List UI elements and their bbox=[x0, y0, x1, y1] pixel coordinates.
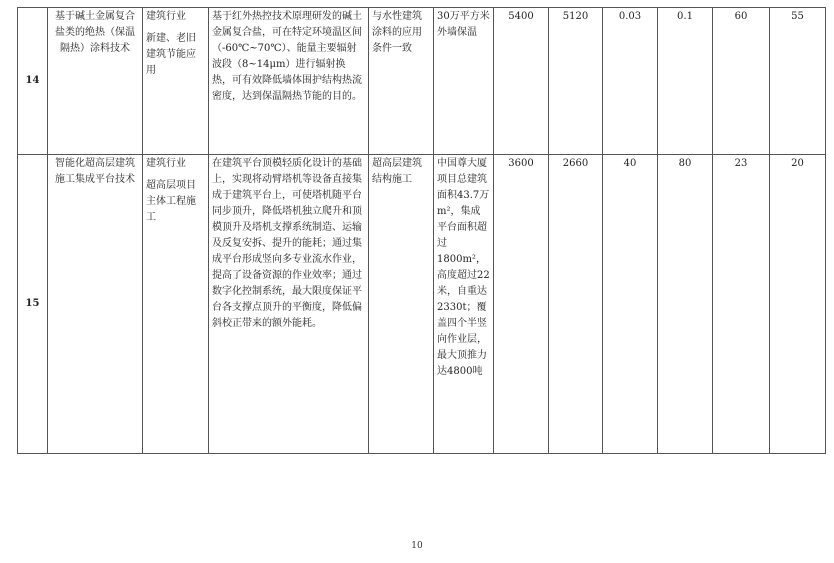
value-cell-6: 55 bbox=[770, 8, 826, 155]
application-condition: 超高层建筑结构施工 bbox=[369, 155, 434, 454]
typical-project-scale: 30万平方米外墙保温 bbox=[434, 8, 494, 155]
industry-text: 建筑行业 bbox=[146, 11, 186, 22]
industry-cell bbox=[143, 155, 209, 454]
value-cell-3: 40 bbox=[603, 155, 658, 454]
row-number: 14 bbox=[18, 8, 48, 155]
value-cell-1: 5400 bbox=[494, 8, 549, 155]
technology-table bbox=[17, 7, 826, 454]
value-cell-1: 3600 bbox=[494, 155, 549, 454]
table-row bbox=[18, 8, 826, 155]
typical-project-scale: 中国尊大厦项目总建筑面积43.7万m²，集成平台面积超过1800m²，高度超过22米，自重达2330t；覆盖四个半竖向作业层，最大顶推力达4800吨 bbox=[434, 155, 494, 454]
table-row bbox=[18, 155, 826, 454]
value-cell-3: 0.03 bbox=[603, 8, 658, 155]
value-cell-4: 80 bbox=[658, 155, 713, 454]
industry-text: 建筑行业 bbox=[146, 158, 186, 169]
application-field-text: 新建、老旧建筑节能应用 bbox=[146, 33, 196, 76]
row-number: 15 bbox=[18, 155, 48, 454]
technology-description: 在建筑平台顶模轻质化设计的基础上，实现将动臂塔机等设备直接集成于建筑平台上，可使塔机随平台同步顶升，降低塔机独立爬升和顶模顶升及塔机支撑系统制造、运输及反复安拆、提升的能耗；通过集成平台形成竖向多专业流水作业，提高了设备资源的作业效率；通过数字化控制系统，最大限度保证平台各支撑点顶升的平衡度，降低偏斜校正带来的额外能耗。 bbox=[209, 155, 369, 454]
page-number: 10 bbox=[411, 541, 423, 551]
industry-cell bbox=[143, 8, 209, 155]
technology-name: 基于碱土金属复合盐类的绝热（保温隔热）涂料技术 bbox=[48, 8, 143, 155]
value-cell-5: 23 bbox=[713, 155, 770, 454]
value-cell-2: 2660 bbox=[549, 155, 603, 454]
application-condition: 与水性建筑涂料的应用条件一致 bbox=[369, 8, 434, 155]
value-cell-5: 60 bbox=[713, 8, 770, 155]
value-cell-2: 5120 bbox=[549, 8, 603, 155]
technology-description: 基于红外热控技术原理研发的碱土金属复合盐，可在特定环境温区间（-60℃~70℃）、能量主要辐射波段（8~14μm）进行辐射换热，可有效降低墙体围护结构热流密度，达到保温隔热节能的目的。 bbox=[209, 8, 369, 155]
application-field-text: 超高层项目主体工程施工 bbox=[146, 180, 196, 223]
technology-name: 智能化超高层建筑施工集成平台技术 bbox=[48, 155, 143, 454]
value-cell-6: 20 bbox=[770, 155, 826, 454]
value-cell-4: 0.1 bbox=[658, 8, 713, 155]
